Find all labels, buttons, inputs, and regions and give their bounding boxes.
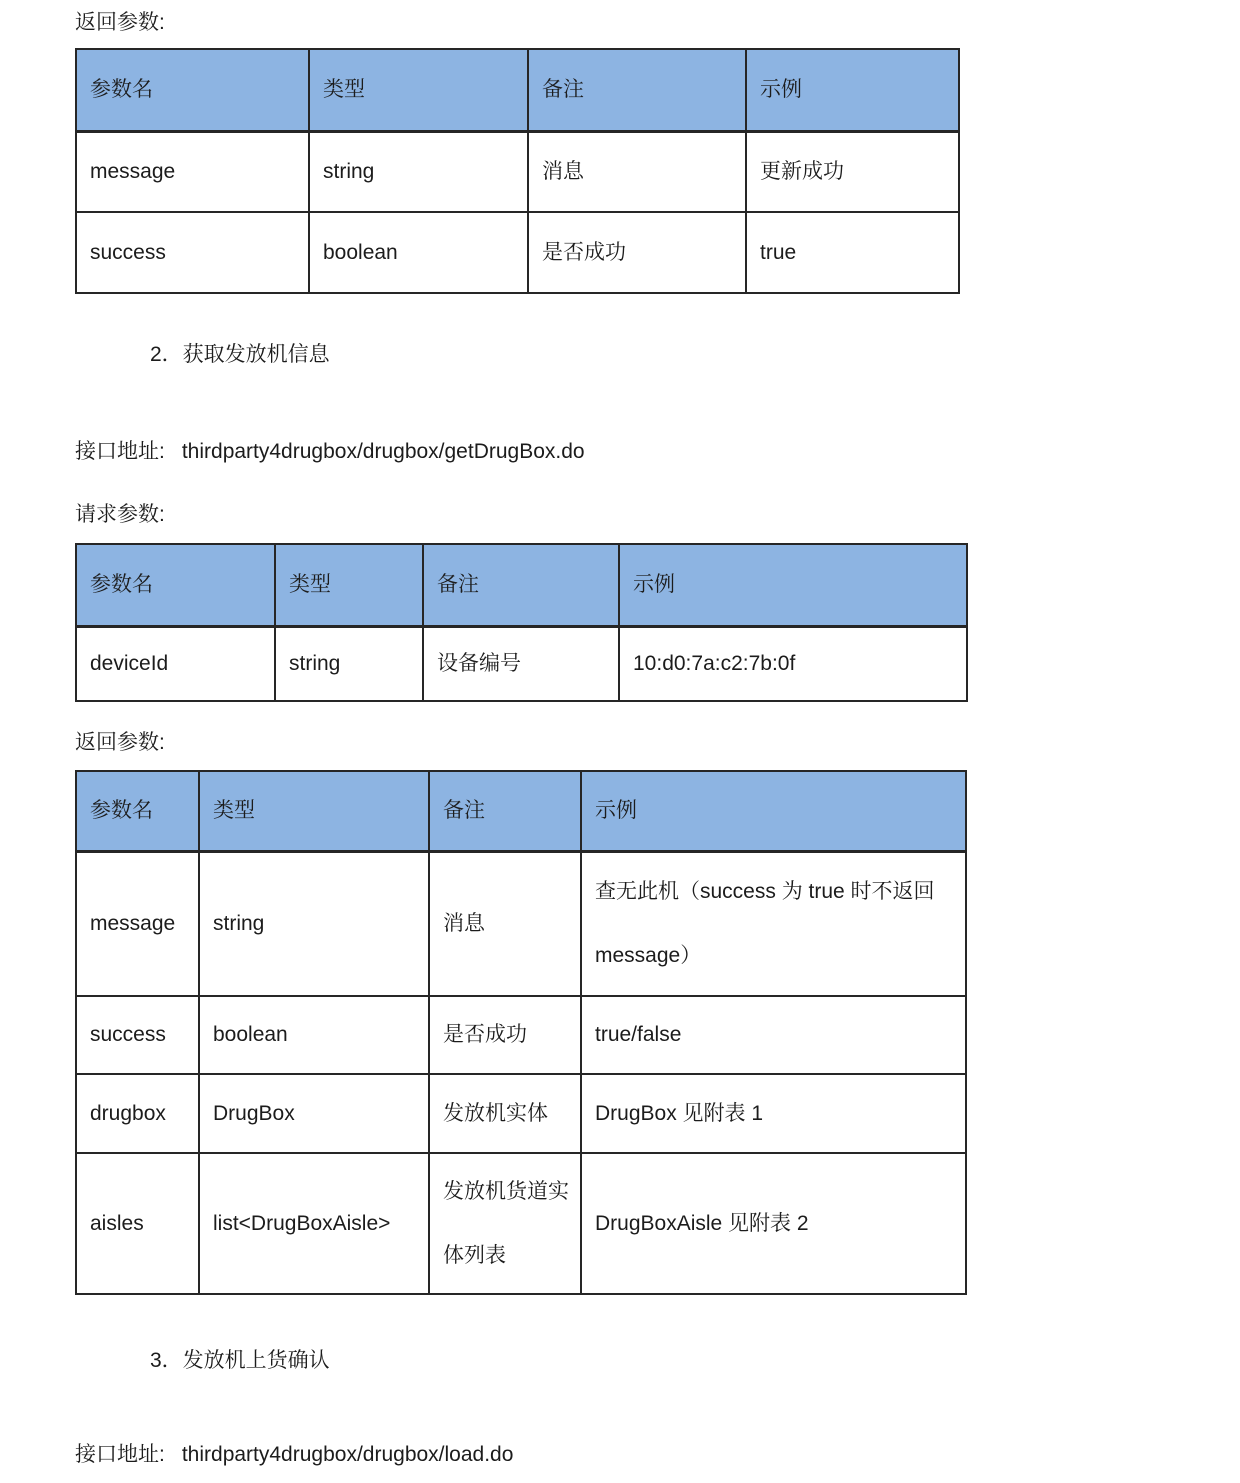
column-header-name: 参数名 xyxy=(76,771,199,851)
column-header-example: 示例 xyxy=(581,771,966,851)
cell-param-example: true/false xyxy=(581,996,966,1074)
table-header-row xyxy=(76,771,966,851)
update-return-table xyxy=(75,48,960,294)
table-row xyxy=(76,1153,966,1294)
table-row xyxy=(76,996,966,1074)
table-row xyxy=(76,131,959,212)
get-drugbox-return-table xyxy=(75,770,967,1295)
return-params-label: 返回参数: xyxy=(75,731,165,754)
column-header-note: 备注 xyxy=(528,49,746,131)
cell-param-name: deviceId xyxy=(76,626,275,701)
request-params-label: 请求参数: xyxy=(75,503,165,526)
cell-param-name: aisles xyxy=(76,1153,199,1294)
column-header-name: 参数名 xyxy=(76,544,275,626)
table-row xyxy=(76,851,966,996)
return-params-label: 返回参数: xyxy=(75,11,165,34)
api-address-path: thirdparty4drugbox/drugbox/load.do xyxy=(181,1443,514,1466)
cell-param-name: message xyxy=(76,131,309,212)
cell-param-note: 发放机货道实体列表 xyxy=(429,1153,581,1294)
cell-param-type: list<DrugBoxAisle> xyxy=(199,1153,429,1294)
cell-param-type: boolean xyxy=(309,212,528,293)
cell-param-name: success xyxy=(76,212,309,293)
cell-param-note: 消息 xyxy=(429,851,581,996)
cell-param-note: 是否成功 xyxy=(528,212,746,293)
cell-param-example: 10:d0:7a:c2:7b:0f xyxy=(619,626,967,701)
column-header-name: 参数名 xyxy=(76,49,309,131)
column-header-note: 备注 xyxy=(429,771,581,851)
cell-param-type: string xyxy=(199,851,429,996)
cell-param-name: drugbox xyxy=(76,1074,199,1153)
cell-param-example: DrugBox 见附表 1 xyxy=(581,1074,966,1153)
api-address-label: 接口地址: xyxy=(75,1443,165,1466)
cell-param-type: DrugBox xyxy=(199,1074,429,1153)
table-header-row xyxy=(76,49,959,131)
cell-param-example: 查无此机（success 为 true 时不返回 message） xyxy=(581,851,966,996)
column-header-example: 示例 xyxy=(746,49,959,131)
cell-param-note: 发放机实体 xyxy=(429,1074,581,1153)
cell-param-type: string xyxy=(309,131,528,212)
cell-param-example: true xyxy=(746,212,959,293)
table-row xyxy=(76,626,967,701)
cell-param-type: boolean xyxy=(199,996,429,1074)
table-row xyxy=(76,212,959,293)
cell-param-note: 消息 xyxy=(528,131,746,212)
table-header-row xyxy=(76,544,967,626)
api-address-line xyxy=(75,1440,513,1470)
api-address-label: 接口地址: xyxy=(75,440,165,463)
cell-param-note: 是否成功 xyxy=(429,996,581,1074)
cell-param-type: string xyxy=(275,626,423,701)
cell-param-note: 设备编号 xyxy=(423,626,619,701)
column-header-type: 类型 xyxy=(309,49,528,131)
section-heading-get-drugbox: 2．获取发放机信息 xyxy=(150,343,330,366)
column-header-example: 示例 xyxy=(619,544,967,626)
column-header-type: 类型 xyxy=(199,771,429,851)
cell-param-name: message xyxy=(76,851,199,996)
column-header-note: 备注 xyxy=(423,544,619,626)
api-address-line xyxy=(75,437,585,467)
api-address-path: thirdparty4drugbox/drugbox/getDrugBox.do xyxy=(181,440,585,463)
cell-param-name: success xyxy=(76,996,199,1074)
cell-param-example: DrugBoxAisle 见附表 2 xyxy=(581,1153,966,1294)
section-heading-load: 3．发放机上货确认 xyxy=(150,1349,330,1372)
column-header-type: 类型 xyxy=(275,544,423,626)
cell-param-example: 更新成功 xyxy=(746,131,959,212)
table-row xyxy=(76,1074,966,1153)
get-drugbox-request-table xyxy=(75,543,968,702)
